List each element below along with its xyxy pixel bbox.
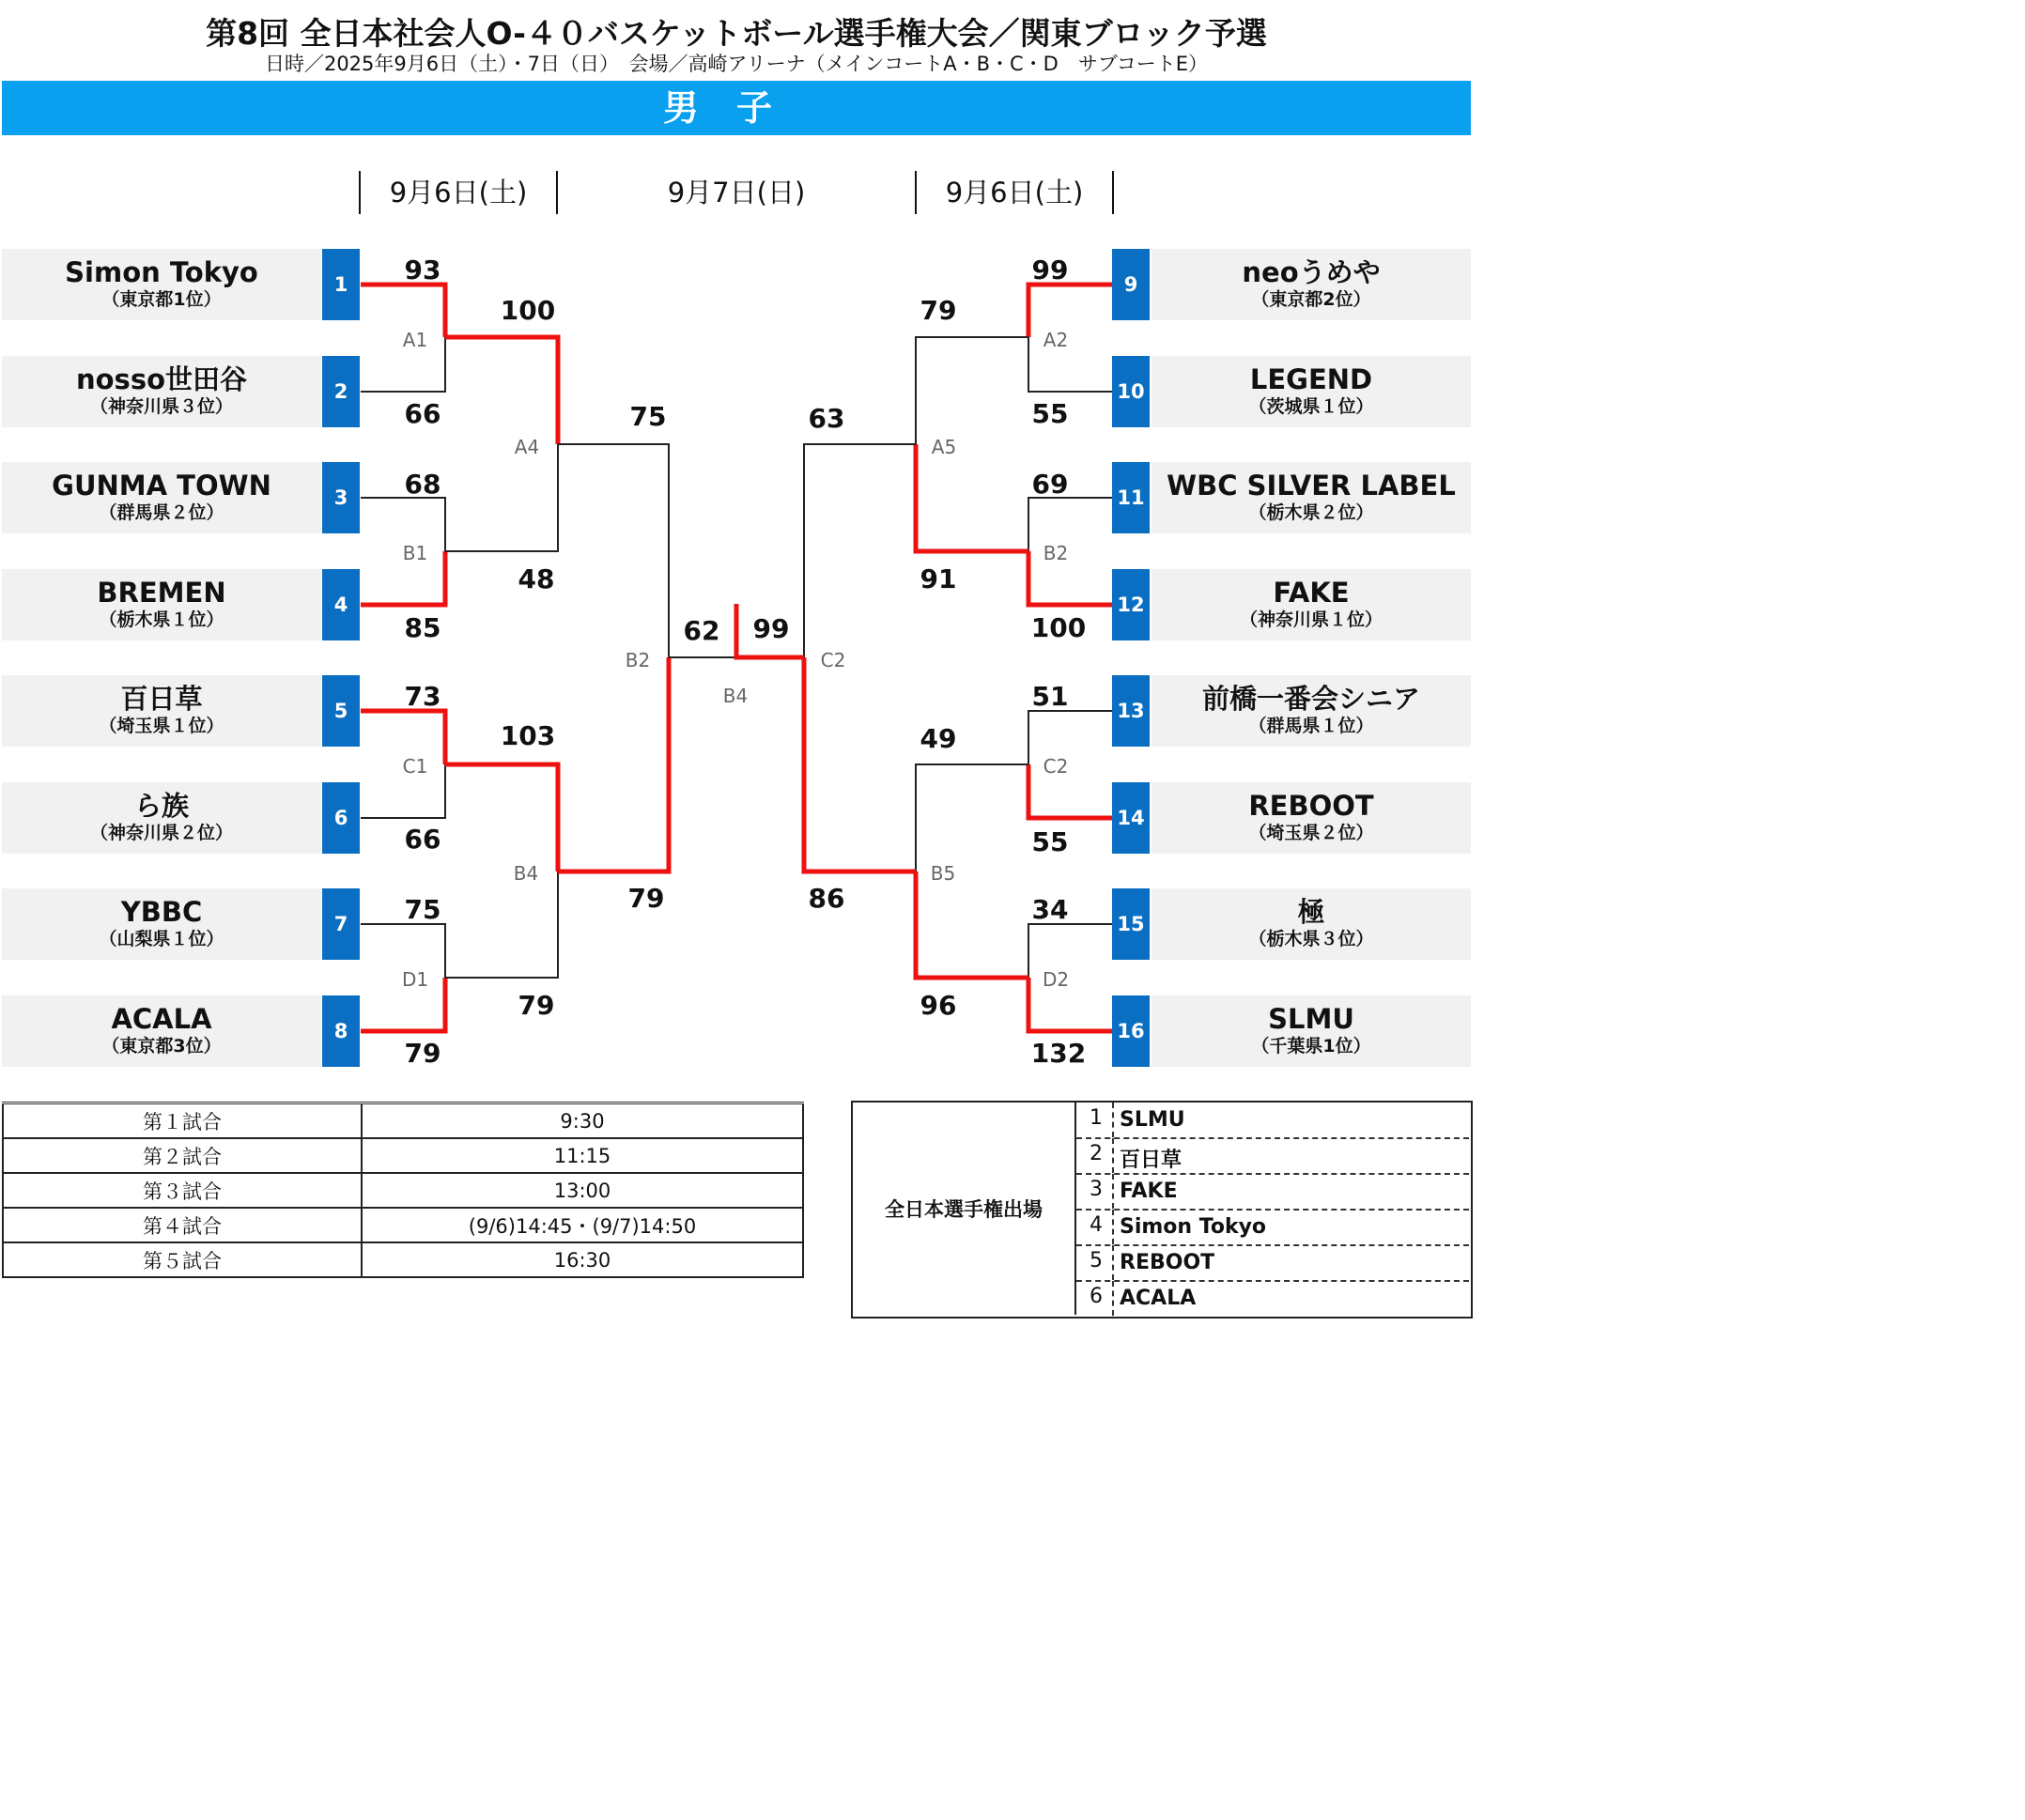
match-code: A1 (402, 329, 428, 351)
seed-number: 9 (1112, 249, 1150, 320)
schedule-game: 第４試合 (3, 1208, 362, 1242)
match-code: A2 (1043, 329, 1069, 351)
score-round1: 69 (1031, 469, 1069, 500)
qualifier-row (1076, 1103, 1469, 1139)
winner-path (1028, 285, 1112, 337)
team-name: 前橋一番会シニア (1201, 683, 1420, 715)
seed-number: 1 (322, 249, 360, 320)
team-name: REBOOT (1248, 789, 1374, 822)
schedule-row (3, 1208, 803, 1242)
schedule-time: 11:15 (362, 1138, 803, 1173)
division-banner: 男子 (2, 81, 1471, 135)
team-region: （群馬県１位） (1248, 716, 1374, 736)
team-region: （東京都2位） (1251, 289, 1371, 310)
qualifier-team: ACALA (1120, 1287, 1197, 1310)
score-semifinal: 75 (629, 401, 667, 432)
match-code: A5 (931, 436, 957, 458)
team-name: GUNMA TOWN (52, 470, 271, 501)
team-region: （山梨県１位） (99, 929, 224, 949)
bracket-line (361, 337, 445, 392)
team-region: （栃木県３位） (1248, 929, 1374, 949)
score-round1: 85 (404, 612, 441, 643)
score-round1: 66 (404, 824, 441, 855)
seed-number: 8 (322, 995, 360, 1067)
score-round1: 132 (1030, 1038, 1087, 1069)
match-code: B5 (930, 862, 956, 885)
bracket-line (804, 444, 916, 657)
winner-path (445, 764, 558, 871)
match-code: C1 (402, 755, 428, 778)
qualifier-rank: 1 (1090, 1106, 1103, 1130)
bracket-line (558, 444, 669, 657)
winner-path (736, 604, 804, 657)
score-round2: 96 (920, 990, 957, 1021)
winner-path (361, 551, 445, 605)
score-round1: 51 (1031, 681, 1069, 712)
team-region: （神奈川県１位） (1239, 609, 1383, 630)
score-final: 99 (752, 613, 790, 644)
score-round1: 55 (1031, 398, 1069, 429)
bracket-line (916, 764, 1028, 871)
seed-number: 3 (322, 462, 360, 533)
score-round2: 91 (920, 563, 957, 594)
bracket-line (1028, 498, 1112, 551)
winner-path (361, 978, 445, 1031)
seed-number: 16 (1112, 995, 1150, 1067)
seed-number: 11 (1112, 462, 1150, 533)
score-final: 62 (683, 615, 720, 646)
qualifier-row (1076, 1281, 1469, 1316)
score-round2: 49 (920, 723, 957, 754)
schedule-game: 第５試合 (3, 1242, 362, 1277)
seed-number: 4 (322, 569, 360, 640)
score-round1: 79 (404, 1038, 441, 1069)
qualifier-row (1076, 1174, 1469, 1211)
score-round1: 93 (404, 254, 441, 285)
score-round1: 68 (404, 469, 441, 500)
qualifier-rank: 5 (1090, 1249, 1103, 1272)
score-round1: 34 (1031, 894, 1069, 925)
team-name: Simon Tokyo (65, 256, 258, 288)
date-round1-left: 9月6日(土) (389, 177, 528, 208)
bracket-line (361, 498, 445, 551)
score-round1: 99 (1031, 254, 1069, 285)
score-round2: 79 (518, 990, 555, 1021)
bracket-line (445, 871, 558, 978)
match-code: B1 (402, 542, 428, 564)
score-round2: 79 (920, 295, 957, 326)
score-round1: 55 (1031, 826, 1069, 857)
schedule-row (3, 1242, 803, 1277)
divider (1112, 1281, 1114, 1316)
score-round1: 75 (404, 894, 441, 925)
team-name: FAKE (1273, 576, 1350, 609)
team-region: （群馬県２位） (99, 502, 224, 523)
score-round1: 66 (404, 398, 441, 429)
team-name: nosso世田谷 (75, 362, 247, 395)
seed-number: 10 (1112, 356, 1150, 427)
qualifiers-heading: 全日本選手権出場 (853, 1103, 1076, 1315)
schedule-game: 第３試合 (3, 1173, 362, 1208)
team-region: （埼玉県２位） (1248, 822, 1374, 843)
match-code: C2 (1043, 755, 1069, 778)
bracket-line (361, 924, 445, 978)
team-region: （茨城県１位） (1248, 395, 1374, 417)
team-name: ら族 (133, 789, 189, 822)
seed-number: 15 (1112, 888, 1150, 960)
schedule-time: 9:30 (362, 1103, 803, 1139)
winner-path (1028, 551, 1112, 605)
qualifier-team: REBOOT (1120, 1251, 1215, 1274)
team-region: （神奈川県２位） (89, 822, 233, 843)
seed-number: 14 (1112, 782, 1150, 854)
match-code: A4 (514, 436, 540, 458)
seed-number: 6 (322, 782, 360, 854)
qualifier-team: Simon Tokyo (1120, 1215, 1267, 1239)
score-semifinal: 63 (808, 403, 845, 434)
team-name: YBBC (120, 896, 203, 928)
match-code: B4 (513, 862, 539, 885)
date-round1-right: 9月6日(土) (945, 177, 1084, 208)
team-name: ACALA (111, 1002, 212, 1035)
winner-path (916, 871, 1028, 978)
seed-number: 2 (322, 356, 360, 427)
schedule-row (3, 1173, 803, 1208)
date-final: 9月7日(日) (667, 177, 806, 208)
schedule-row (3, 1138, 803, 1173)
schedule-table (2, 1102, 804, 1278)
schedule-row (3, 1103, 803, 1139)
bracket-line (361, 764, 445, 818)
score-round2: 103 (500, 720, 556, 751)
team-region: （埼玉県１位） (99, 716, 224, 736)
bracket-line (1028, 924, 1112, 978)
schedule-time: 13:00 (362, 1173, 803, 1208)
team-name: BREMEN (97, 576, 226, 609)
qualifier-team: SLMU (1120, 1108, 1185, 1132)
page-title: 第8回 全日本社会人O-４０バスケットボール選手権大会／関東ブロック予選 (206, 15, 1267, 52)
score-semifinal: 79 (627, 883, 665, 914)
seed-number: 5 (322, 675, 360, 747)
qualifier-rank: 4 (1090, 1213, 1103, 1237)
qualifier-team: FAKE (1120, 1180, 1178, 1203)
schedule-game: 第１試合 (3, 1103, 362, 1139)
match-code: B2 (1043, 542, 1069, 564)
winner-path (916, 444, 1028, 551)
team-region: （神奈川県３位） (89, 395, 233, 417)
winner-path (804, 657, 916, 871)
schedule-time: 16:30 (362, 1242, 803, 1277)
team-region: （東京都1位） (101, 289, 222, 310)
match-code: B2 (625, 649, 651, 671)
seed-number: 13 (1112, 675, 1150, 747)
divider (1112, 1174, 1114, 1209)
team-region: （栃木県１位） (99, 609, 224, 630)
bracket-line (445, 444, 558, 551)
qualifier-row (1076, 1138, 1469, 1175)
team-name: WBC SILVER LABEL (1167, 470, 1456, 501)
winner-path (1028, 764, 1112, 818)
divider (1112, 1103, 1114, 1137)
divider (1112, 1138, 1114, 1173)
match-code: D1 (401, 968, 429, 991)
winner-path (558, 657, 669, 871)
bracket-line (916, 337, 1028, 444)
schedule-game: 第２試合 (3, 1138, 362, 1173)
team-name: 百日草 (120, 683, 203, 715)
score-round2: 48 (518, 563, 555, 594)
qualifier-rank: 2 (1090, 1142, 1103, 1165)
bracket-lines (0, 0, 1473, 1080)
team-region: （千葉県1位） (1251, 1035, 1371, 1057)
match-code: D2 (1042, 968, 1070, 991)
team-name: neoうめや (1242, 256, 1381, 288)
score-round2: 100 (500, 295, 556, 326)
team-name: LEGEND (1249, 362, 1373, 395)
winner-path (445, 337, 558, 444)
winner-path (361, 285, 445, 337)
seed-number: 12 (1112, 569, 1150, 640)
score-round1: 100 (1030, 612, 1087, 643)
team-region: （栃木県２位） (1248, 502, 1374, 523)
qualifier-rank: 6 (1090, 1285, 1103, 1308)
qualifier-row (1076, 1245, 1469, 1282)
schedule-time: (9/6)14:45・(9/7)14:50 (362, 1208, 803, 1242)
match-code: C2 (820, 649, 846, 671)
winner-path (361, 711, 445, 764)
bracket-line (1028, 337, 1112, 392)
team-region: （東京都3位） (101, 1035, 222, 1057)
score-semifinal: 86 (808, 883, 845, 914)
divider (1112, 1210, 1114, 1244)
qualifier-team: 百日草 (1120, 1149, 1183, 1172)
score-round1: 73 (404, 681, 441, 712)
team-name: SLMU (1268, 1002, 1354, 1035)
qualifier-rank: 3 (1090, 1178, 1103, 1201)
seed-number: 7 (322, 888, 360, 960)
event-subtitle: 日時／2025年9月6日（土）・7日（日） 会場／高崎アリーナ（メインコートA・B・C・D サブコートE） (264, 53, 1209, 75)
qualifier-row (1076, 1210, 1469, 1246)
divider (1112, 1245, 1114, 1280)
match-code: B4 (722, 685, 749, 707)
bracket-line (1028, 711, 1112, 764)
team-name: 極 (1297, 896, 1325, 928)
winner-path (1028, 978, 1112, 1031)
